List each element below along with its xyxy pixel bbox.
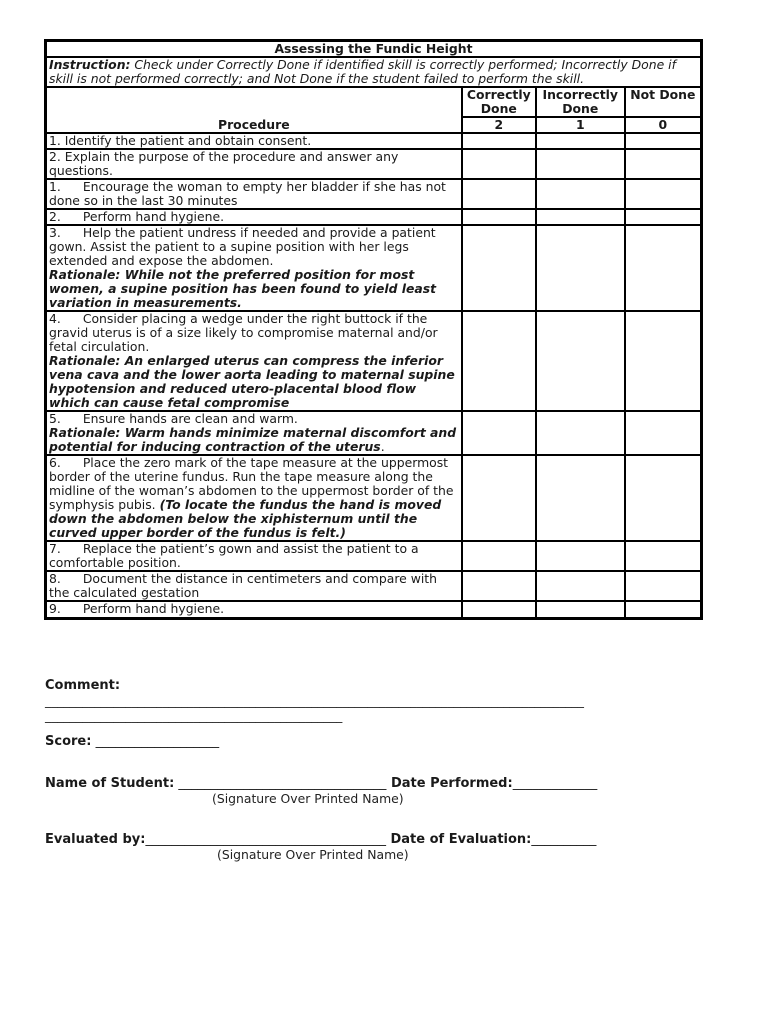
student-label: Name of Student: [45, 776, 175, 791]
procedure-step [46, 225, 462, 311]
rationale-label: Rationale: [49, 267, 121, 282]
table-row [46, 149, 701, 179]
step-text: Replace the patient’s gown and assist the patient to a comfortable position. [49, 541, 419, 570]
not-done-checkbox[interactable] [625, 541, 701, 571]
instruction-text: Check under Correctly Done if identified skill is correctly performed; Incorrectly Done if skill is not performed correctly; and Not Done if the student failed to perform the skill. [49, 57, 676, 86]
score-field [45, 734, 219, 749]
title-row [46, 41, 701, 57]
step-text: Help the patient undress if needed and provide a patient gown. Assist the patient to a supine position with her legs extended and expose the abdomen. [49, 225, 436, 268]
student-signature-note: (Signature Over Printed Name) [212, 791, 404, 806]
procedure-step [46, 179, 462, 209]
correctly-done-checkbox[interactable] [462, 571, 536, 601]
procedure-step [46, 571, 462, 601]
rationale-text: An enlarged uterus can compress the inferior vena cava and the lower aorta leading to maternal supine hypotension and reduced utero-placental blood flow which can cause fetal compromise [49, 353, 455, 410]
step-number: 2. [49, 209, 61, 224]
step-number: 8. [49, 571, 61, 586]
incorrectly-done-checkbox[interactable] [536, 541, 625, 571]
score-not-done: 0 [625, 117, 701, 133]
evaluator-field [45, 832, 596, 847]
table-row [46, 133, 701, 149]
table-row [46, 601, 701, 618]
procedure-column-header: Procedure [46, 87, 462, 133]
rationale-text: While not the preferred position for most women, a supine position has been found to yield least variation in measurements. [49, 267, 437, 310]
step-number: 7. [49, 541, 61, 556]
incorrectly-done-checkbox[interactable] [536, 455, 625, 541]
comment-line-2[interactable]: ________________________________________________ [45, 708, 343, 723]
student-field [45, 776, 597, 791]
instruction-label: Instruction: [49, 57, 131, 72]
checklist-sheet [44, 39, 703, 620]
evaluator-signature-note: (Signature Over Printed Name) [217, 847, 409, 862]
incorrectly-done-checkbox[interactable] [536, 179, 625, 209]
table-row [46, 571, 701, 601]
procedure-step [46, 311, 462, 411]
incorrectly-done-checkbox[interactable] [536, 149, 625, 179]
date-performed-label: Date Performed: [386, 776, 513, 791]
correctly-done-checkbox[interactable] [462, 411, 536, 455]
date-performed-line[interactable]: _____________ [512, 776, 598, 791]
table-row [46, 311, 701, 411]
evaluated-by-label: Evaluated by: [45, 832, 146, 847]
step-text: Document the distance in centimeters and compare with the calculated gestation [49, 571, 438, 600]
correctly-done-checkbox[interactable] [462, 179, 536, 209]
step-number: 5. [49, 411, 61, 426]
step-text: Consider placing a wedge under the right buttock if the gravid uterus is of a size likely to compromise maternal and/or fetal circulation. [49, 311, 438, 354]
incorrectly-done-checkbox[interactable] [536, 133, 625, 149]
score-correct: 2 [462, 117, 536, 133]
step-number: 9. [49, 601, 61, 616]
rationale-label: Rationale: [49, 425, 121, 440]
score-line[interactable]: ___________________ [91, 734, 220, 749]
not-done-checkbox[interactable] [625, 571, 701, 601]
correctly-done-checkbox[interactable] [462, 601, 536, 618]
procedure-checklist-table [44, 39, 703, 620]
step-emphasis: (To locate the fundus the hand is moved down the abdomen below the xiphisternum until the curved upper border of the fundus is felt.) [49, 497, 442, 540]
student-name-line[interactable]: ________________________________ [174, 776, 387, 791]
incorrectly-done-checkbox[interactable] [536, 601, 625, 618]
procedure-step [46, 601, 462, 618]
score-incorrect: 1 [536, 117, 625, 133]
step-number: 1. [49, 179, 61, 194]
incorrectly-done-checkbox[interactable] [536, 571, 625, 601]
step-text: Perform hand hygiene. [82, 601, 225, 616]
step-number: 3. [49, 225, 61, 240]
incorrectly-done-header: Incorrectly Done [536, 87, 625, 117]
correctly-done-checkbox[interactable] [462, 209, 536, 225]
instruction-row [46, 57, 701, 87]
instruction-cell [46, 57, 701, 87]
not-done-checkbox[interactable] [625, 601, 701, 618]
incorrectly-done-checkbox[interactable] [536, 411, 625, 455]
not-done-checkbox[interactable] [625, 455, 701, 541]
rationale-text: Warm hands minimize maternal discomfort and potential for inducing contraction of the uterus [49, 425, 457, 454]
table-row [46, 541, 701, 571]
table-row [46, 225, 701, 311]
table-row [46, 455, 701, 541]
step-text: Place the zero mark of the tape measure at the uppermost border of the uterine fundus. Run the tape measure along the midline of the woman’s abdomen to the uppermost border of the symphysis pubis. [49, 455, 454, 512]
date-evaluation-label: Date of Evaluation: [385, 832, 532, 847]
evaluator-line[interactable]: _____________________________________ [145, 832, 386, 847]
not-done-checkbox[interactable] [625, 149, 701, 179]
procedure-step [46, 455, 462, 541]
step-text: Encourage the woman to empty her bladder if she has not done so in the last 30 minutes [49, 179, 446, 208]
table-row [46, 179, 701, 209]
step-number: 4. [49, 311, 61, 326]
not-done-checkbox[interactable] [625, 311, 701, 411]
table-row [46, 209, 701, 225]
procedure-step: 2. Explain the purpose of the procedure and answer any questions. [46, 149, 462, 179]
not-done-checkbox[interactable] [625, 225, 701, 311]
correctly-done-checkbox[interactable] [462, 541, 536, 571]
incorrectly-done-checkbox[interactable] [536, 209, 625, 225]
comment-label: Comment: [45, 678, 121, 693]
procedure-step [46, 541, 462, 571]
header-row [46, 87, 701, 117]
not-done-checkbox[interactable] [625, 179, 701, 209]
correctly-done-checkbox[interactable] [462, 149, 536, 179]
step-text: Perform hand hygiene. [82, 209, 225, 224]
step-number: 6. [49, 455, 61, 470]
not-done-checkbox[interactable] [625, 411, 701, 455]
step-text: Ensure hands are clean and warm. [82, 411, 298, 426]
table-row [46, 411, 701, 455]
date-evaluation-line[interactable]: __________ [531, 832, 597, 847]
correctly-done-checkbox[interactable] [462, 133, 536, 149]
incorrectly-done-checkbox[interactable] [536, 225, 625, 311]
correctly-done-header: Correctly Done [462, 87, 536, 117]
procedure-step [46, 209, 462, 225]
score-label: Score: [45, 734, 92, 749]
correctly-done-checkbox[interactable] [462, 311, 536, 411]
not-done-header: Not Done [625, 87, 701, 117]
rationale-end: . [380, 439, 385, 454]
not-done-checkbox[interactable] [625, 133, 701, 149]
procedure-step: 1. Identify the patient and obtain consent. [46, 133, 462, 149]
rationale-label: Rationale: [49, 353, 121, 368]
comment-line-1[interactable]: _______________________________________________________________________________________ [45, 693, 584, 708]
incorrectly-done-checkbox[interactable] [536, 311, 625, 411]
not-done-checkbox[interactable] [625, 209, 701, 225]
form-title: Assessing the Fundic Height [46, 41, 701, 57]
correctly-done-checkbox[interactable] [462, 225, 536, 311]
correctly-done-checkbox[interactable] [462, 455, 536, 541]
procedure-step [46, 411, 462, 455]
